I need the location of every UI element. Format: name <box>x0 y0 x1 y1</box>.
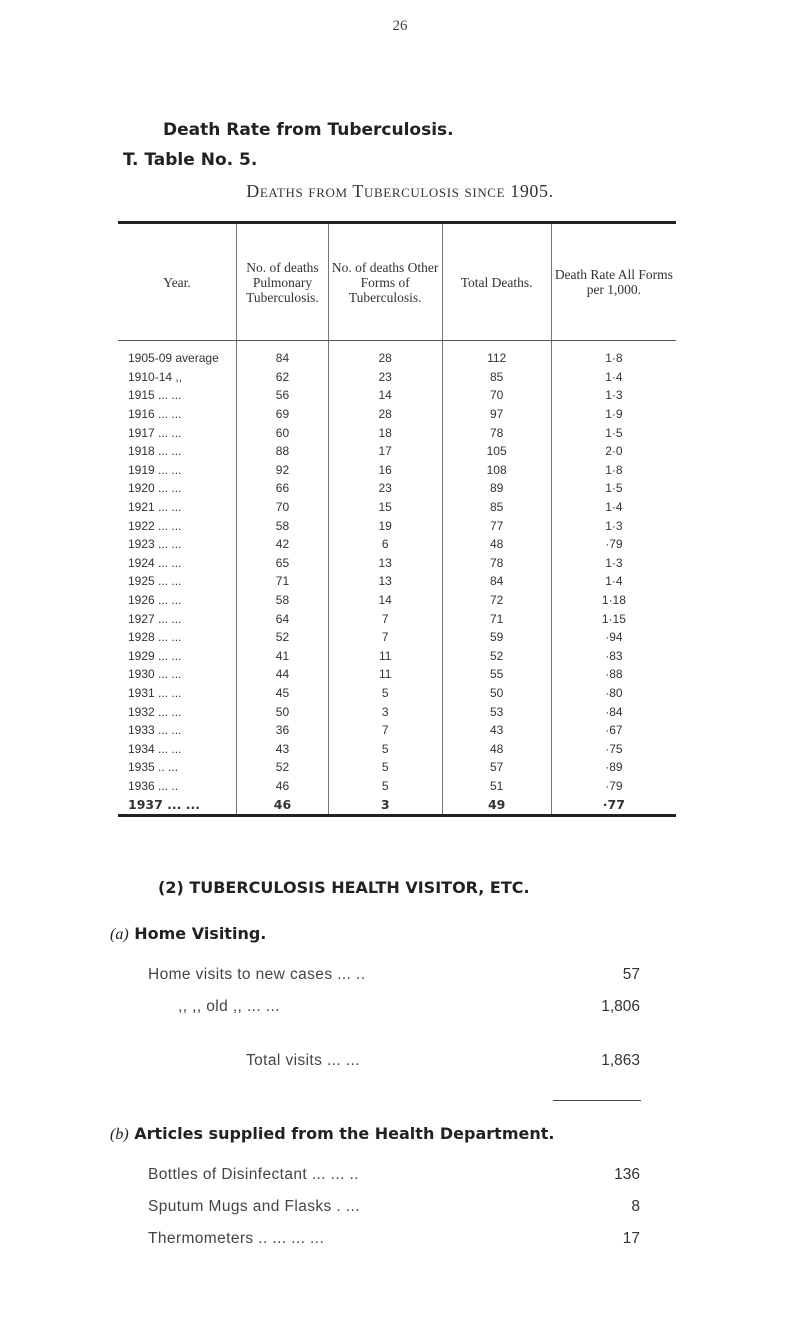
other-forms-cell: 7 <box>328 609 442 628</box>
article-label: Bottles of Disinfectant ... ... .. <box>148 1166 359 1183</box>
year-cell: 1918 ... ... <box>128 444 182 459</box>
article-value: 8 <box>631 1198 640 1215</box>
header-pulmonary: No. of deaths Pulmonary Tuberculosis. <box>237 223 329 341</box>
total-cell: 43 <box>442 721 551 740</box>
page-number: 26 <box>392 18 408 34</box>
other-forms-cell: 15 <box>328 498 442 517</box>
death-rate-cell: 1·4 <box>551 498 676 517</box>
year-cell: 1931 ... ... <box>128 685 182 700</box>
other-forms-cell: 5 <box>328 758 442 777</box>
death-rate-cell: 1·8 <box>551 461 676 480</box>
death-rate-cell: ·88 <box>551 665 676 684</box>
header-death-rate: Death Rate All Forms per 1,000. <box>551 223 676 341</box>
table-row <box>118 554 676 573</box>
total-visits-label: Total visits ... ... <box>246 1052 360 1069</box>
year-cell: 1929 ... ... <box>128 648 182 663</box>
year-cell: 1926 ... ... <box>128 593 182 608</box>
total-visits-value: 1,863 <box>601 1052 640 1069</box>
other-forms-cell: 3 <box>328 702 442 721</box>
year-cell: 1910-14 ,, <box>128 369 183 384</box>
pulmonary-cell: 41 <box>237 647 329 666</box>
year-cell: 1932 ... ... <box>128 704 182 719</box>
table-caption: Deaths from Tuberculosis since 1905. <box>246 181 554 201</box>
other-forms-cell: 7 <box>328 721 442 740</box>
death-rate-cell: 1·3 <box>551 516 676 535</box>
pulmonary-cell: 52 <box>237 758 329 777</box>
table-row <box>118 516 676 535</box>
section-a-label: (a) <box>110 926 129 943</box>
total-cell: 49 <box>442 795 551 815</box>
other-forms-cell: 11 <box>328 665 442 684</box>
section-a-title: Home Visiting. <box>134 924 267 943</box>
total-cell: 70 <box>442 386 551 405</box>
death-rate-cell: ·84 <box>551 702 676 721</box>
year-cell: 1905-09 average <box>128 351 219 366</box>
year-cell: 1927 ... ... <box>128 611 182 626</box>
section-2-heading: (2) TUBERCULOSIS HEALTH VISITOR, ETC. <box>158 878 530 897</box>
pulmonary-cell: 88 <box>237 442 329 461</box>
other-forms-cell: 5 <box>328 739 442 758</box>
home-visits-new-value: 57 <box>622 966 640 983</box>
header-other-forms: No. of deaths Other Forms of Tuberculosis. <box>328 223 442 341</box>
death-rate-cell: 1·3 <box>551 554 676 573</box>
year-cell: 1925 ... ... <box>128 574 182 589</box>
table-row <box>118 591 676 610</box>
page-title: Death Rate from Tuberculosis. <box>163 120 454 140</box>
table-row <box>118 758 676 777</box>
header-total: Total Deaths. <box>442 223 551 341</box>
death-rate-cell: 1·5 <box>551 479 676 498</box>
section-b-title: Articles supplied from the Health Department. <box>134 1124 555 1143</box>
year-cell: 1928 ... ... <box>128 630 182 645</box>
total-cell: 53 <box>442 702 551 721</box>
other-forms-cell: 28 <box>328 341 442 368</box>
pulmonary-cell: 65 <box>237 554 329 573</box>
total-cell: 71 <box>442 609 551 628</box>
year-cell: 1915 ... ... <box>128 388 182 403</box>
total-cell: 108 <box>442 461 551 480</box>
pulmonary-cell: 50 <box>237 702 329 721</box>
table-row <box>118 628 676 647</box>
home-visits-old-label: ,, ,, old ,, ... ... <box>178 998 280 1015</box>
death-rate-cell: ·89 <box>551 758 676 777</box>
death-rate-cell: ·94 <box>551 628 676 647</box>
other-forms-cell: 13 <box>328 554 442 573</box>
year-cell: 1930 ... ... <box>128 667 182 682</box>
death-rate-cell: 1·4 <box>551 368 676 387</box>
year-cell: 1921 ... ... <box>128 500 182 515</box>
pulmonary-cell: 45 <box>237 684 329 703</box>
table-row <box>118 498 676 517</box>
death-rate-cell: 1·8 <box>551 341 676 368</box>
table-row <box>118 609 676 628</box>
year-cell: 1922 ... ... <box>128 518 182 533</box>
year-cell: 1936 ... .. <box>128 778 179 793</box>
year-cell: 1919 ... ... <box>128 462 182 477</box>
table-row <box>118 461 676 480</box>
other-forms-cell: 23 <box>328 479 442 498</box>
table-header-row <box>118 223 676 341</box>
death-rate-cell: ·67 <box>551 721 676 740</box>
death-rate-cell: 1·3 <box>551 386 676 405</box>
year-cell: 1917 ... ... <box>128 425 182 440</box>
pulmonary-cell: 46 <box>237 795 329 815</box>
death-rate-cell: 1·4 <box>551 572 676 591</box>
death-rate-cell: ·77 <box>551 795 676 815</box>
other-forms-cell: 3 <box>328 795 442 815</box>
pulmonary-cell: 60 <box>237 423 329 442</box>
table-row <box>118 702 676 721</box>
death-rate-cell: ·80 <box>551 684 676 703</box>
pulmonary-cell: 92 <box>237 461 329 480</box>
table-row <box>118 535 676 554</box>
table-row <box>118 684 676 703</box>
table-row <box>118 442 676 461</box>
year-cell: 1934 ... ... <box>128 741 182 756</box>
table-row <box>118 479 676 498</box>
other-forms-cell: 28 <box>328 405 442 424</box>
pulmonary-cell: 70 <box>237 498 329 517</box>
article-value: 136 <box>614 1166 640 1183</box>
tuberculosis-deaths-table <box>118 221 676 817</box>
death-rate-cell: ·75 <box>551 739 676 758</box>
year-cell: 1920 ... ... <box>128 481 182 496</box>
article-value: 17 <box>622 1230 640 1247</box>
total-cell: 112 <box>442 341 551 368</box>
year-cell: 1937 ... ... <box>128 797 200 813</box>
death-rate-cell: 2·0 <box>551 442 676 461</box>
total-cell: 57 <box>442 758 551 777</box>
pulmonary-cell: 42 <box>237 535 329 554</box>
pulmonary-cell: 62 <box>237 368 329 387</box>
total-cell: 89 <box>442 479 551 498</box>
other-forms-cell: 17 <box>328 442 442 461</box>
pulmonary-cell: 36 <box>237 721 329 740</box>
death-rate-cell: 1·18 <box>551 591 676 610</box>
pulmonary-cell: 56 <box>237 386 329 405</box>
pulmonary-cell: 69 <box>237 405 329 424</box>
pulmonary-cell: 64 <box>237 609 329 628</box>
total-cell: 105 <box>442 442 551 461</box>
pulmonary-cell: 58 <box>237 516 329 535</box>
death-rate-cell: 1·9 <box>551 405 676 424</box>
section-b-heading <box>110 1124 554 1144</box>
death-rate-cell: ·79 <box>551 777 676 796</box>
pulmonary-cell: 71 <box>237 572 329 591</box>
table-row <box>118 423 676 442</box>
total-cell: 59 <box>442 628 551 647</box>
total-cell: 78 <box>442 423 551 442</box>
total-cell: 55 <box>442 665 551 684</box>
total-cell: 51 <box>442 777 551 796</box>
total-cell: 48 <box>442 535 551 554</box>
other-forms-cell: 5 <box>328 684 442 703</box>
table-row <box>118 368 676 387</box>
death-rate-cell: ·79 <box>551 535 676 554</box>
total-cell: 78 <box>442 554 551 573</box>
other-forms-cell: 14 <box>328 386 442 405</box>
pulmonary-cell: 52 <box>237 628 329 647</box>
total-cell: 50 <box>442 684 551 703</box>
year-cell: 1924 ... ... <box>128 555 182 570</box>
total-cell: 85 <box>442 498 551 517</box>
pulmonary-cell: 43 <box>237 739 329 758</box>
article-label: Thermometers .. ... ... ... <box>148 1230 325 1247</box>
section-b-label: (b) <box>110 1126 129 1143</box>
table-row <box>118 739 676 758</box>
total-cell: 84 <box>442 572 551 591</box>
other-forms-cell: 7 <box>328 628 442 647</box>
total-cell: 85 <box>442 368 551 387</box>
table-row <box>118 777 676 796</box>
death-rate-cell: ·83 <box>551 647 676 666</box>
table-row <box>118 665 676 684</box>
year-cell: 1933 ... ... <box>128 723 182 738</box>
header-year: Year. <box>118 223 237 341</box>
pulmonary-cell: 44 <box>237 665 329 684</box>
year-cell: 1935 .. ... <box>128 760 179 775</box>
pulmonary-cell: 66 <box>237 479 329 498</box>
death-rate-cell: 1·5 <box>551 423 676 442</box>
pulmonary-cell: 46 <box>237 777 329 796</box>
table-number: T. Table No. 5. <box>123 150 258 170</box>
table-row <box>118 572 676 591</box>
table-row <box>118 386 676 405</box>
table-row <box>118 647 676 666</box>
year-cell: 1923 ... ... <box>128 537 182 552</box>
other-forms-cell: 5 <box>328 777 442 796</box>
table-row <box>118 405 676 424</box>
table-row <box>118 341 676 368</box>
pulmonary-cell: 58 <box>237 591 329 610</box>
table-row <box>118 795 676 815</box>
table-row <box>118 721 676 740</box>
total-divider <box>553 1100 641 1101</box>
other-forms-cell: 18 <box>328 423 442 442</box>
total-cell: 72 <box>442 591 551 610</box>
other-forms-cell: 14 <box>328 591 442 610</box>
other-forms-cell: 6 <box>328 535 442 554</box>
section-a-heading <box>110 924 266 944</box>
home-visits-new-label: Home visits to new cases ... .. <box>148 966 366 983</box>
other-forms-cell: 19 <box>328 516 442 535</box>
total-cell: 97 <box>442 405 551 424</box>
other-forms-cell: 13 <box>328 572 442 591</box>
death-rate-cell: 1·15 <box>551 609 676 628</box>
other-forms-cell: 11 <box>328 647 442 666</box>
article-label: Sputum Mugs and Flasks . ... <box>148 1198 360 1215</box>
pulmonary-cell: 84 <box>237 341 329 368</box>
total-cell: 77 <box>442 516 551 535</box>
total-cell: 48 <box>442 739 551 758</box>
total-cell: 52 <box>442 647 551 666</box>
other-forms-cell: 16 <box>328 461 442 480</box>
other-forms-cell: 23 <box>328 368 442 387</box>
year-cell: 1916 ... ... <box>128 407 182 422</box>
home-visits-old-value: 1,806 <box>601 998 640 1015</box>
